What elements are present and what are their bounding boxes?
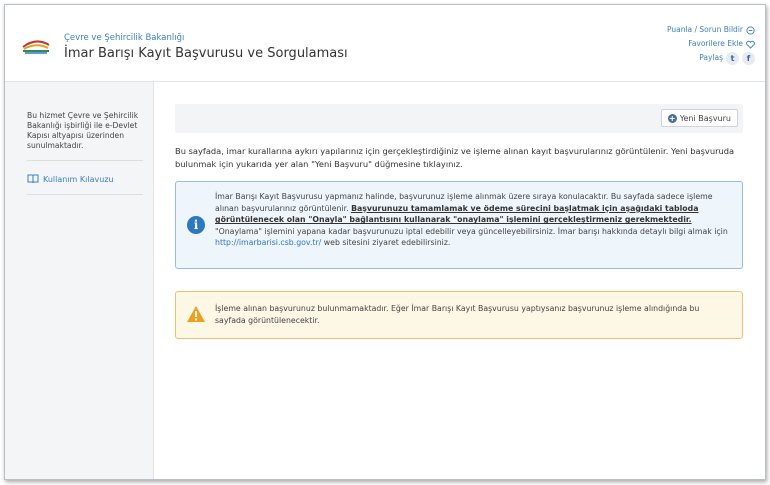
- new-application-label: Yeni Başvuru: [679, 113, 731, 123]
- info-text-part: "Onaylama" işlemini yapana kadar başvurunuzu iptal edebilir veya güncelleyebilirsiniz. İmar barışı hakkında detaylı bilgi almak için: [215, 226, 728, 236]
- facebook-icon[interactable]: f: [742, 52, 755, 65]
- book-icon: [27, 174, 39, 184]
- app-window: [4, 4, 766, 480]
- favorites-link[interactable]: [667, 37, 755, 51]
- feedback-link[interactable]: [667, 23, 755, 37]
- user-guide-link[interactable]: [27, 174, 114, 184]
- sidebar-divider: [27, 194, 143, 195]
- new-application-button[interactable]: [661, 109, 738, 127]
- header-links: [667, 23, 755, 65]
- page-title: İmar Barışı Kayıt Başvurusu ve Sorgulaması: [64, 46, 348, 61]
- info-box: [175, 181, 743, 269]
- heart-icon: [746, 40, 755, 49]
- sidebar-info-text: Bu hizmet Çevre ve Şehircilik Bakanlığı işbirliği ile e-Devlet Kapısı altyapısı üzerinden sunulmaktadır.: [27, 111, 139, 150]
- action-toolbar: [175, 104, 743, 133]
- share-label: Paylaş: [699, 53, 723, 62]
- info-text-part: İmar Barışı Kayıt Başvurusu yapmanız halinde, başvurunuz işleme alınmak üzere sıraya konulacaktır. Bu sayfada sadece işleme alınan başvurularınız görüntülenir.: [215, 192, 713, 213]
- info-text-emphasis: Başvurunuzu tamamlamak ve ödeme sürecini başlatmak için aşağıdaki tabloda görüntülenecek olan "Onayla" bağlantısını kullanarak "onaylama" işlemini gerçekleştirmeniz gerekmektedir.: [215, 203, 699, 225]
- sidebar-divider: [27, 160, 143, 161]
- chat-icon: [746, 26, 755, 35]
- favorites-link-label: Favorilere Ekle: [688, 39, 743, 48]
- sidebar: [5, 82, 154, 479]
- ministry-logo-icon[interactable]: [21, 33, 51, 55]
- page-description: Bu sayfada, imar kurallarına aykırı yapılarınız için gerçekleştirdiğiniz ve işleme alınan kayıt başvurularınız görüntülenir. Yeni başvuruda bulunmak için yukarıda yer alan "Yeni Başvuru" düğmesine tıklayınız.: [175, 146, 735, 169]
- share-row: [667, 51, 755, 65]
- twitter-icon[interactable]: t: [726, 52, 739, 65]
- imarbarisi-link[interactable]: http://imarbarisi.csb.gov.tr/: [215, 238, 322, 248]
- info-icon: i: [187, 216, 205, 234]
- warning-box: [175, 291, 743, 339]
- info-text: [215, 191, 730, 249]
- warning-text: İşleme alınan başvurunuz bulunmamaktadır. Eğer İmar Barışı Kayıt Başvurusu yaptıysanız başvurunuz işleme alındığında bu sayfada görüntülenecektir.: [215, 304, 700, 325]
- feedback-link-label: Puanla / Sorun Bildir: [666, 25, 743, 34]
- user-guide-label: Kullanım Kılavuzu: [43, 174, 114, 184]
- page-header: [5, 5, 765, 82]
- plus-circle-icon: +: [668, 113, 676, 123]
- ministry-name[interactable]: Çevre ve Şehircilik Bakanlığı: [64, 33, 185, 43]
- warning-icon: [186, 305, 206, 323]
- info-text-part: web sitesini ziyaret edebilirsiniz.: [321, 238, 451, 248]
